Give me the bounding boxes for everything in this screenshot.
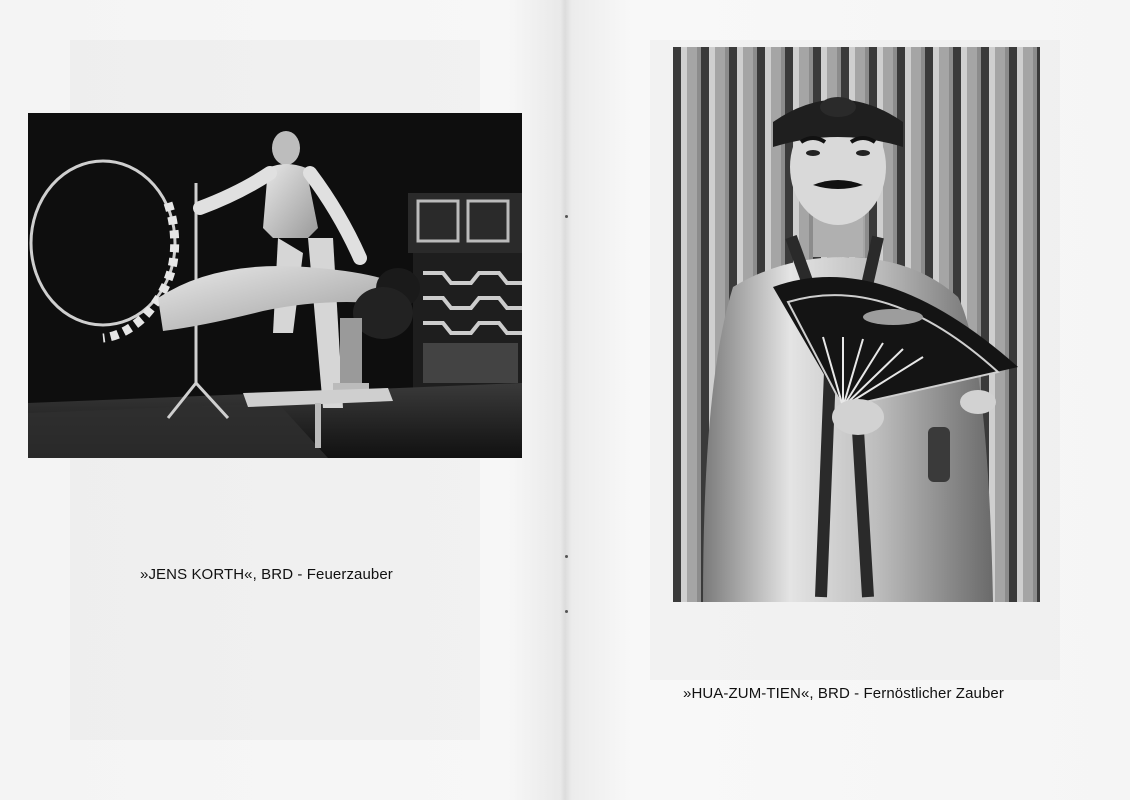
fan-magician-photo <box>673 47 1040 602</box>
magician-photo-illustration <box>673 47 1040 602</box>
right-page <box>565 0 1130 800</box>
fire-hoop-performer-photo <box>28 113 522 458</box>
performer-photo-illustration <box>28 113 522 458</box>
right-photo-caption: »HUA-ZUM-TIEN«, BRD - Fernöstlicher Zauber <box>683 685 1004 702</box>
left-photo-caption: »JENS KORTH«, BRD - Feuerzauber <box>140 566 393 583</box>
